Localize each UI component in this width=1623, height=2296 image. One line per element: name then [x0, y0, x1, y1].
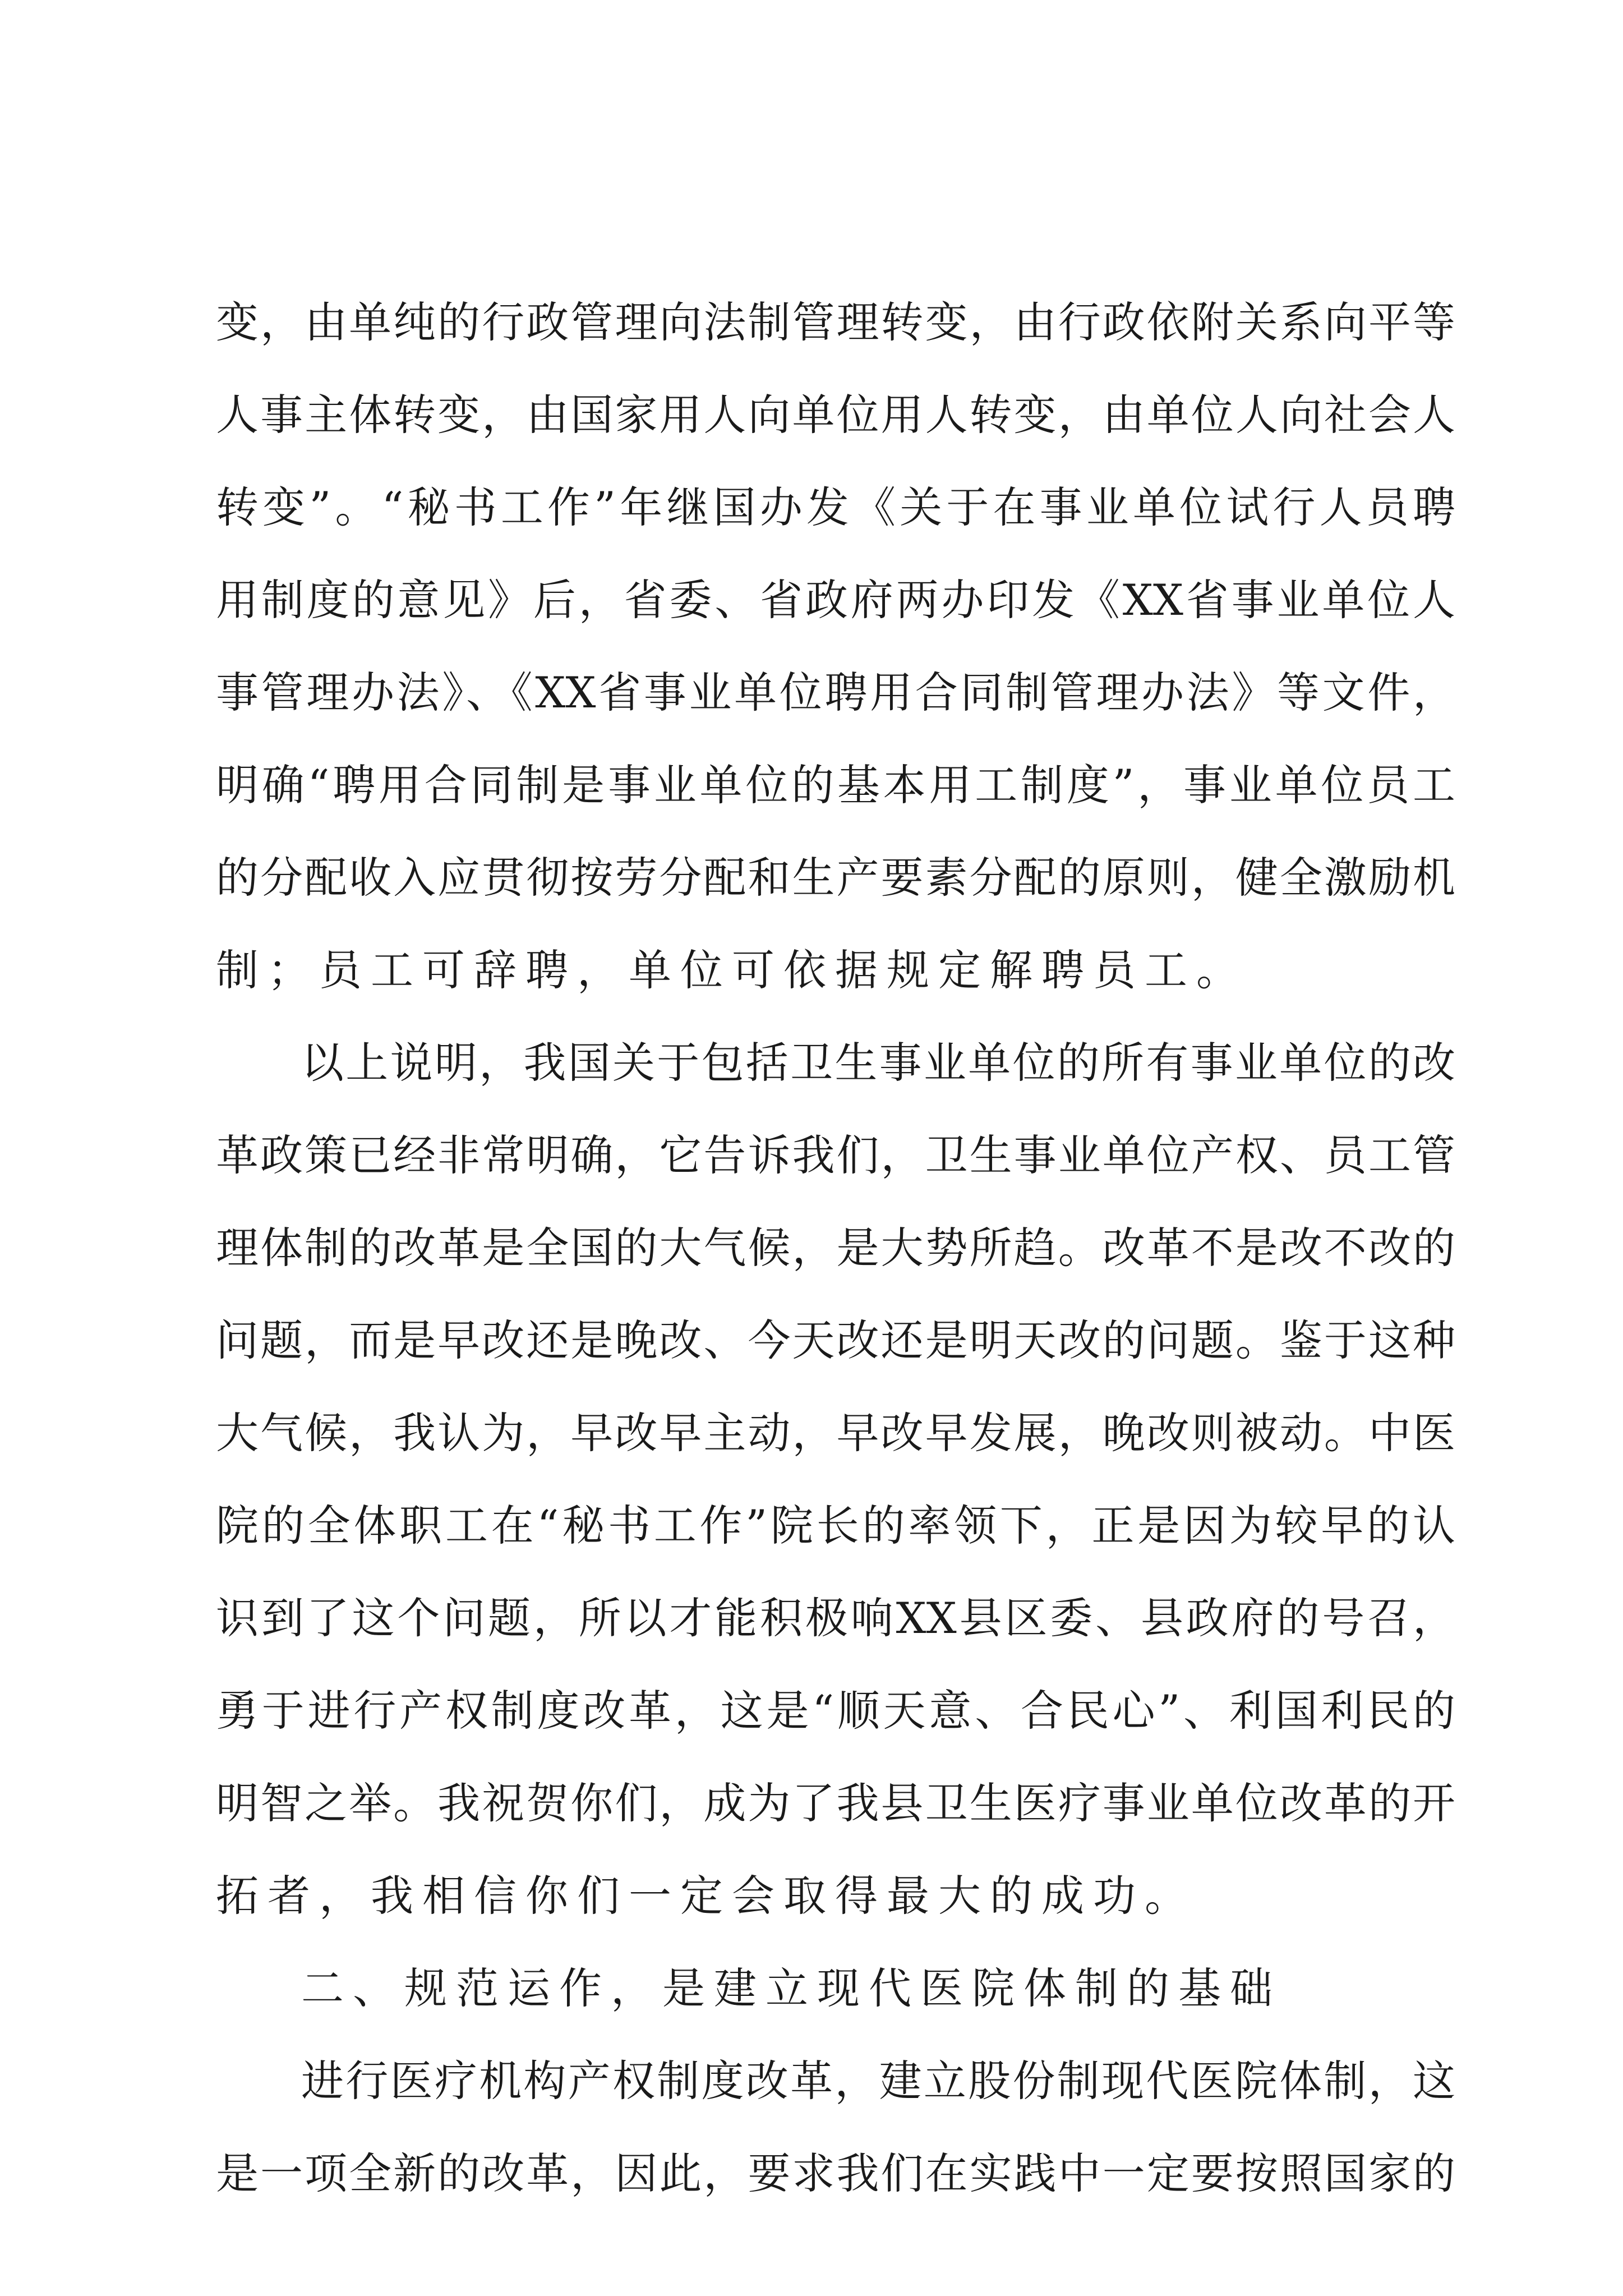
paragraph-3-line-1: 进行医疗机构产权制度改革，建立股份制现代医院体制，这 [301, 2056, 1455, 2106]
paragraph-3-line-2: 是一项全新的改革，因此，要求我们在实践中一定要按照国家的 [216, 2148, 1455, 2198]
paragraph-1-line-4: 用制度的意见》后，省委、省政府两办印发《XX省事业单位人 [216, 575, 1455, 625]
paragraph-1-line-6: 明确“聘用合同制是事业单位的基本用工制度”，事业单位员工 [216, 760, 1455, 810]
paragraph-1-line-7: 的分配收入应贯彻按劳分配和生产要素分配的原则，健全激励机 [216, 853, 1455, 903]
paragraph-2-line-1: 以上说明，我国关于包括卫生事业单位的所有事业单位的改 [301, 1038, 1455, 1088]
paragraph-2-line-5: 大气候，我认为，早改早主动，早改早发展，晚改则被动。中医 [216, 1408, 1455, 1458]
paragraph-1-line-5: 事管理办法》、《XX省事业单位聘用合同制管理办法》等文件， [216, 668, 1455, 717]
paragraph-2-line-9: 明智之举。我祝贺你们，成为了我县卫生医疗事业单位改革的开 [216, 1778, 1455, 1828]
paragraph-1-line-2: 人事主体转变，由国家用人向单位用人转变，由单位人向社会人 [216, 390, 1455, 440]
paragraph-2-line-6: 院的全体职工在“秘书工作”院长的率领下，正是因为较早的认 [216, 1501, 1455, 1550]
section-heading: 二、规范运作，是建立现代医院体制的基础 [301, 1963, 1281, 2013]
paragraph-2-line-8: 勇于进行产权制度改革，这是“顺天意、合民心”、利国利民的 [216, 1686, 1455, 1736]
paragraph-2-line-2: 革政策已经非常明确，它告诉我们，卫生事业单位产权、员工管 [216, 1130, 1455, 1180]
paragraph-1-line-1: 变，由单纯的行政管理向法制管理转变，由行政依附关系向平等 [216, 297, 1455, 347]
paragraph-2-line-7: 识到了这个问题，所以才能积极响XX县区委、县政府的号召， [216, 1593, 1455, 1643]
paragraph-1-line-3: 转变”。“秘书工作”年继国办发《关于在事业单位试行人员聘 [216, 482, 1455, 532]
paragraph-1-line-8: 制；员工可辞聘，单位可依据规定解聘员工。 [216, 945, 1248, 995]
paragraph-2-line-3: 理体制的改革是全国的大气候，是大势所趋。改革不是改不改的 [216, 1223, 1455, 1273]
paragraph-2-line-4: 问题，而是早改还是晚改、今天改还是明天改的问题。鉴于这种 [216, 1315, 1455, 1365]
paragraph-2-line-10: 拓者，我相信你们一定会取得最大的成功。 [216, 1871, 1196, 1921]
